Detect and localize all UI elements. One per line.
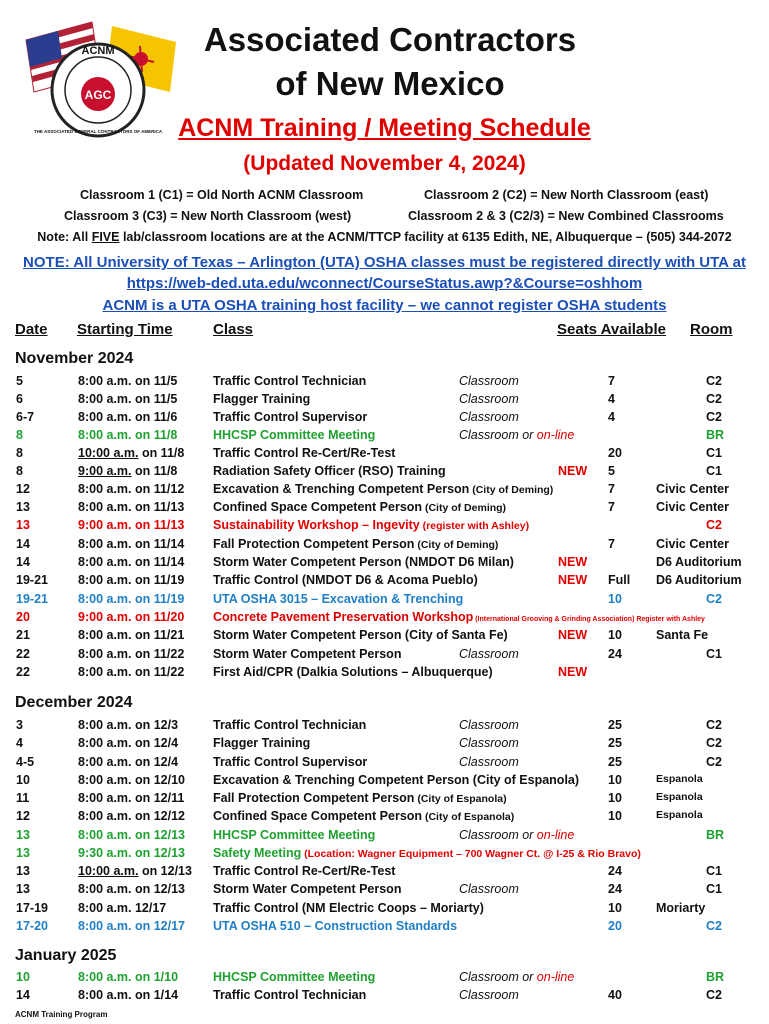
svg-text:AGC: AGC xyxy=(84,88,112,102)
row-time: 8:00 a.m. on 12/10 xyxy=(78,773,186,787)
note-suffix: lab/classroom locations are at the ACNM/TTCP facility at 6135 Edith, NE, Albuquerque – (505) 344-2072 xyxy=(119,230,732,244)
row-date: 10 xyxy=(16,773,30,787)
row-date: 13 xyxy=(16,828,30,842)
row-class: HHCSP Committee Meeting xyxy=(213,828,376,842)
row-date: 12 xyxy=(16,482,30,496)
row-class-text: Fall Protection Competent Person xyxy=(213,791,415,805)
row-class xyxy=(213,610,705,624)
schedule-row xyxy=(0,864,769,882)
row-room: C1 xyxy=(706,647,722,661)
row-date: 14 xyxy=(16,555,30,569)
row-class-text: Sustainability Workshop – Ingevity xyxy=(213,518,420,532)
row-room: C1 xyxy=(706,882,722,896)
row-time: 8:00 a.m. on 11/12 xyxy=(78,482,185,496)
row-time: 8:00 a.m. on 11/5 xyxy=(78,392,178,406)
row-room: C2 xyxy=(706,755,722,769)
row-date: 5 xyxy=(16,374,23,388)
row-date: 14 xyxy=(16,537,30,551)
schedule-row xyxy=(0,828,769,846)
row-date: 8 xyxy=(16,464,23,478)
row-seats: 20 xyxy=(608,919,622,933)
schedule-row xyxy=(0,374,769,392)
header-room: Room xyxy=(690,321,733,338)
classroom-23-legend: Classroom 2 & 3 (C2/3) = New Combined Classrooms xyxy=(408,209,724,223)
row-seats: 10 xyxy=(608,791,622,805)
row-room: Santa Fe xyxy=(656,628,709,642)
row-class: Storm Water Competent Person (NMDOT D6 Milan) xyxy=(213,555,514,569)
row-location-online: on-line xyxy=(536,970,575,984)
row-class: Storm Water Competent Person xyxy=(213,647,402,661)
row-time: 8:00 a.m. on 11/22 xyxy=(78,647,185,661)
row-class: UTA OSHA 510 – Construction Standards xyxy=(213,919,458,933)
header-date: Date xyxy=(15,321,48,338)
org-title xyxy=(180,18,600,106)
row-time: 8:00 a.m. on 11/6 xyxy=(78,410,178,424)
row-date: 13 xyxy=(16,500,30,514)
row-class: Flagger Training xyxy=(213,736,311,750)
row-class: Flagger Training xyxy=(213,392,311,406)
classroom-2-legend: Classroom 2 (C2) = New North Classroom (east) xyxy=(424,188,709,202)
new-badge: NEW xyxy=(558,665,588,679)
row-location: Classroom xyxy=(459,647,519,661)
schedule-row xyxy=(0,628,769,646)
uta-host-note: ACNM is a UTA OSHA training host facility – we cannot register OSHA students xyxy=(102,297,667,314)
row-class: Traffic Control (NM Electric Coops – Moriarty) xyxy=(213,901,484,915)
row-location-online: on-line xyxy=(536,828,575,842)
row-class-note: (City of Deming) xyxy=(414,539,499,551)
schedule-row xyxy=(0,428,769,446)
row-location-text: Classroom or xyxy=(459,828,537,842)
row-date: 17-19 xyxy=(16,901,48,915)
uta-note: NOTE: All University of Texas – Arlington (UTA) OSHA classes must be registered directly with UTA at xyxy=(23,254,746,271)
row-time: 8:00 a.m. on 11/21 xyxy=(78,628,185,642)
row-room: C1 xyxy=(706,446,722,460)
row-class: HHCSP Committee Meeting xyxy=(213,970,376,984)
row-date: 8 xyxy=(16,428,23,442)
row-time-rest: on 11/8 xyxy=(138,446,185,460)
row-location: Classroom xyxy=(459,882,519,896)
row-class: Traffic Control Technician xyxy=(213,718,367,732)
row-room: C2 xyxy=(706,374,722,388)
row-class-text: Confined Space Competent Person xyxy=(213,500,423,514)
row-time: 9:00 a.m. on 11/13 xyxy=(78,518,185,532)
row-class-note: (register with Ashley) xyxy=(419,520,530,532)
schedule-row xyxy=(0,537,769,555)
row-location xyxy=(459,428,574,442)
month-december: December 2024 xyxy=(15,694,133,711)
schedule-row xyxy=(0,410,769,428)
row-seats: 7 xyxy=(608,482,615,496)
org-title-line1: Associated Contractors xyxy=(203,21,577,58)
row-time: 9:00 a.m. on 11/20 xyxy=(78,610,185,624)
row-seats: 7 xyxy=(608,537,615,551)
row-location-text: Classroom or xyxy=(459,970,537,984)
schedule-row xyxy=(0,988,769,1006)
row-room: C2 xyxy=(706,410,722,424)
row-seats: 40 xyxy=(608,988,622,1002)
org-title-line2: of New Mexico xyxy=(275,65,505,102)
row-time: 8:00 a.m. on 1/14 xyxy=(78,988,179,1002)
row-time: 8:00 a.m. on 12/13 xyxy=(78,828,186,842)
schedule-row xyxy=(0,718,769,736)
row-class xyxy=(213,518,529,532)
row-date: 8 xyxy=(16,446,23,460)
schedule-row xyxy=(0,791,769,809)
schedule-row xyxy=(0,919,769,937)
row-time-underlined: 10:00 a.m. xyxy=(78,864,139,878)
row-time: 8:00 a.m. on 11/19 xyxy=(78,592,185,606)
row-location: Classroom xyxy=(459,392,519,406)
schedule-row xyxy=(0,392,769,410)
schedule-row xyxy=(0,482,769,500)
row-room: BR xyxy=(706,428,725,442)
row-room: C1 xyxy=(706,864,722,878)
row-class: First Aid/CPR (Dalkia Solutions – Albuquerque) xyxy=(213,665,493,679)
row-room: Civic Center xyxy=(656,482,729,496)
row-seats: 5 xyxy=(608,464,615,478)
footer-text: ACNM Training Program xyxy=(15,1010,108,1019)
row-date: 4-5 xyxy=(16,755,35,769)
classroom-1-legend: Classroom 1 (C1) = Old North ACNM Classroom xyxy=(80,188,364,202)
row-location: Classroom xyxy=(459,988,519,1002)
row-location-text: Classroom or xyxy=(459,428,537,442)
row-room: Civic Center xyxy=(656,500,729,514)
row-time: 8:00 a.m. on 11/8 xyxy=(78,428,178,442)
row-class xyxy=(213,846,641,860)
row-seats: 7 xyxy=(608,374,615,388)
row-seats: Full xyxy=(608,573,631,587)
row-class-note: (City of Espanola) xyxy=(422,811,515,823)
header-seats-available: Seats Available xyxy=(557,321,666,338)
row-time: 8:00 a.m. on 11/14 xyxy=(78,555,185,569)
row-time: 8:00 a.m. on 12/13 xyxy=(78,882,186,896)
row-time xyxy=(78,464,177,478)
row-time: 8:00 a.m. on 1/10 xyxy=(78,970,179,984)
uta-link[interactable]: https://web-ded.uta.edu/wconnect/CourseStatus.awp?&Course=oshhom xyxy=(126,275,643,292)
row-time-rest: on 11/8 xyxy=(131,464,178,478)
row-class: Traffic Control Technician xyxy=(213,988,367,1002)
schedule-row xyxy=(0,555,769,573)
schedule-row xyxy=(0,809,769,827)
row-room: Civic Center xyxy=(656,537,729,551)
row-date: 13 xyxy=(16,518,30,532)
row-time: 8:00 a.m. on 11/19 xyxy=(78,573,185,587)
note-prefix: Note: All xyxy=(37,230,92,244)
row-class: Traffic Control Supervisor xyxy=(213,755,368,769)
row-date: 20 xyxy=(16,610,30,624)
row-class xyxy=(213,791,507,805)
row-date: 22 xyxy=(16,665,30,679)
classroom-3-legend: Classroom 3 (C3) = New North Classroom (west) xyxy=(64,209,352,223)
row-time-underlined: 9:00 a.m. xyxy=(78,464,132,478)
row-date: 11 xyxy=(16,791,30,805)
row-class: Excavation & Trenching Competent Person (City of Espanola) xyxy=(213,773,580,787)
svg-text:THE ASSOCIATED GENERAL CONTRAC: THE ASSOCIATED GENERAL CONTRACTORS OF AMERICA xyxy=(33,129,163,134)
row-class: Storm Water Competent Person (City of Santa Fe) xyxy=(213,628,508,642)
row-seats: 24 xyxy=(608,864,622,878)
row-date: 17-20 xyxy=(16,919,48,933)
row-seats: 25 xyxy=(608,736,622,750)
row-time: 8:00 a.m. on 11/5 xyxy=(78,374,178,388)
schedule-row xyxy=(0,970,769,988)
new-badge: NEW xyxy=(558,464,588,478)
row-time xyxy=(78,446,184,460)
row-room: Espanola xyxy=(656,773,703,785)
row-class-text: Safety Meeting xyxy=(213,846,302,860)
row-class-text: Concrete Pavement Preservation Workshop xyxy=(213,610,474,624)
row-location: Classroom xyxy=(459,755,519,769)
row-time: 8:00 a.m. on 12/4 xyxy=(78,755,179,769)
row-room: BR xyxy=(706,970,725,984)
row-seats: 20 xyxy=(608,446,622,460)
row-time: 8:00 a.m. on 12/3 xyxy=(78,718,179,732)
row-date: 19-21 xyxy=(16,573,48,587)
row-time-rest: on 12/13 xyxy=(138,864,192,878)
schedule-row xyxy=(0,665,769,683)
row-time: 8:00 a.m. on 11/22 xyxy=(78,665,185,679)
row-room: D6 Auditorium xyxy=(656,555,742,569)
facility-note xyxy=(0,230,769,244)
row-seats: 10 xyxy=(608,901,622,915)
row-date: 6-7 xyxy=(16,410,35,424)
row-room: C2 xyxy=(706,392,722,406)
row-class-text: Confined Space Competent Person xyxy=(213,809,423,823)
row-class: HHCSP Committee Meeting xyxy=(213,428,376,442)
row-class: Traffic Control Supervisor xyxy=(213,410,368,424)
row-class-text: Excavation & Trenching Competent Person xyxy=(213,482,470,496)
row-class: Traffic Control Re-Cert/Re-Test xyxy=(213,446,396,460)
month-november: November 2024 xyxy=(15,350,134,367)
schedule-row xyxy=(0,592,769,610)
row-location: Classroom xyxy=(459,374,519,388)
month-january: January 2025 xyxy=(15,947,117,964)
row-time: 8:00 a.m. 12/17 xyxy=(78,901,167,915)
new-badge: NEW xyxy=(558,573,588,587)
row-time: 9:30 a.m. on 12/13 xyxy=(78,846,186,860)
updated-date: (Updated November 4, 2024) xyxy=(243,152,526,175)
row-location-online: on-line xyxy=(536,428,575,442)
schedule-row xyxy=(0,846,769,864)
header-starting-time: Starting Time xyxy=(77,321,173,338)
row-location: Classroom xyxy=(459,410,519,424)
row-time: 8:00 a.m. on 12/11 xyxy=(78,791,185,805)
row-seats: 10 xyxy=(608,809,622,823)
row-date: 12 xyxy=(16,809,30,823)
schedule-row xyxy=(0,464,769,482)
row-class: Radiation Safety Officer (RSO) Training xyxy=(213,464,446,478)
row-room: Moriarty xyxy=(656,901,706,915)
row-seats: 10 xyxy=(608,773,622,787)
schedule-title: ACNM Training / Meeting Schedule xyxy=(178,114,591,142)
row-class xyxy=(213,537,498,551)
new-badge: NEW xyxy=(558,555,588,569)
schedule-row xyxy=(0,518,769,536)
row-room: BR xyxy=(706,828,725,842)
row-room: C2 xyxy=(706,736,722,750)
schedule-row xyxy=(0,610,769,628)
row-date: 3 xyxy=(16,718,23,732)
schedule-row xyxy=(0,773,769,791)
row-location xyxy=(459,970,574,984)
row-room: C2 xyxy=(706,518,722,532)
row-class: Traffic Control (NMDOT D6 & Acoma Pueblo) xyxy=(213,573,478,587)
row-time: 8:00 a.m. on 12/17 xyxy=(78,919,186,933)
row-class-note: (City of Deming) xyxy=(469,484,554,496)
row-date: 14 xyxy=(16,988,30,1002)
row-seats: 24 xyxy=(608,882,622,896)
row-room: C2 xyxy=(706,919,722,933)
row-class-location-note: (Location: Wagner Equipment – 700 Wagner Ct. @ I-25 & Rio Bravo) xyxy=(301,848,641,860)
row-seats: 24 xyxy=(608,647,622,661)
row-date: 22 xyxy=(16,647,30,661)
row-time-underlined: 10:00 a.m. xyxy=(78,446,139,460)
row-room: Espanola xyxy=(656,791,703,803)
row-seats: 4 xyxy=(608,410,615,424)
row-time xyxy=(78,864,192,878)
row-location xyxy=(459,828,574,842)
row-time: 8:00 a.m. on 12/4 xyxy=(78,736,179,750)
row-class: Traffic Control Re-Cert/Re-Test xyxy=(213,864,396,878)
row-date: 10 xyxy=(16,970,30,984)
row-time: 8:00 a.m. on 12/12 xyxy=(78,809,186,823)
row-date: 13 xyxy=(16,846,30,860)
row-time: 8:00 a.m. on 11/13 xyxy=(78,500,185,514)
row-room: D6 Auditorium xyxy=(656,573,742,587)
schedule-row xyxy=(0,647,769,665)
note-five: FIVE xyxy=(91,230,120,244)
schedule-row xyxy=(0,500,769,518)
row-room: C2 xyxy=(706,592,722,606)
schedule-row xyxy=(0,446,769,464)
schedule-row xyxy=(0,755,769,773)
row-date: 19-21 xyxy=(16,592,48,606)
row-room: Espanola xyxy=(656,809,703,821)
schedule-row xyxy=(0,573,769,591)
row-class: Storm Water Competent Person xyxy=(213,882,402,896)
row-room: C1 xyxy=(706,464,722,478)
schedule-row xyxy=(0,736,769,754)
row-class xyxy=(213,809,514,823)
svg-text:ACNM: ACNM xyxy=(81,45,115,57)
row-class: Traffic Control Technician xyxy=(213,374,367,388)
row-class-note: (International Grooving & Grinding Association) Register with Ashley xyxy=(473,616,705,623)
header-class: Class xyxy=(213,321,254,338)
row-class xyxy=(213,482,553,496)
row-seats: 25 xyxy=(608,718,622,732)
row-seats: 10 xyxy=(608,628,622,642)
row-seats: 4 xyxy=(608,392,615,406)
new-badge: NEW xyxy=(558,628,588,642)
row-room: C2 xyxy=(706,988,722,1002)
row-seats: 10 xyxy=(608,592,622,606)
row-room: C2 xyxy=(706,718,722,732)
row-class-text: Fall Protection Competent Person xyxy=(213,537,415,551)
row-date: 4 xyxy=(16,736,23,750)
row-seats: 25 xyxy=(608,755,622,769)
row-location: Classroom xyxy=(459,718,519,732)
row-class-note: (City of Espanola) xyxy=(414,793,507,805)
row-class xyxy=(213,500,506,514)
row-date: 6 xyxy=(16,392,23,406)
row-date: 13 xyxy=(16,882,30,896)
row-class-note: (City of Deming) xyxy=(422,502,507,514)
row-location: Classroom xyxy=(459,736,519,750)
row-date: 21 xyxy=(16,628,30,642)
schedule-row xyxy=(0,901,769,919)
row-seats: 7 xyxy=(608,500,615,514)
row-class: UTA OSHA 3015 – Excavation & Trenching xyxy=(213,592,464,606)
row-date: 13 xyxy=(16,864,30,878)
schedule-row xyxy=(0,882,769,900)
row-time: 8:00 a.m. on 11/14 xyxy=(78,537,185,551)
